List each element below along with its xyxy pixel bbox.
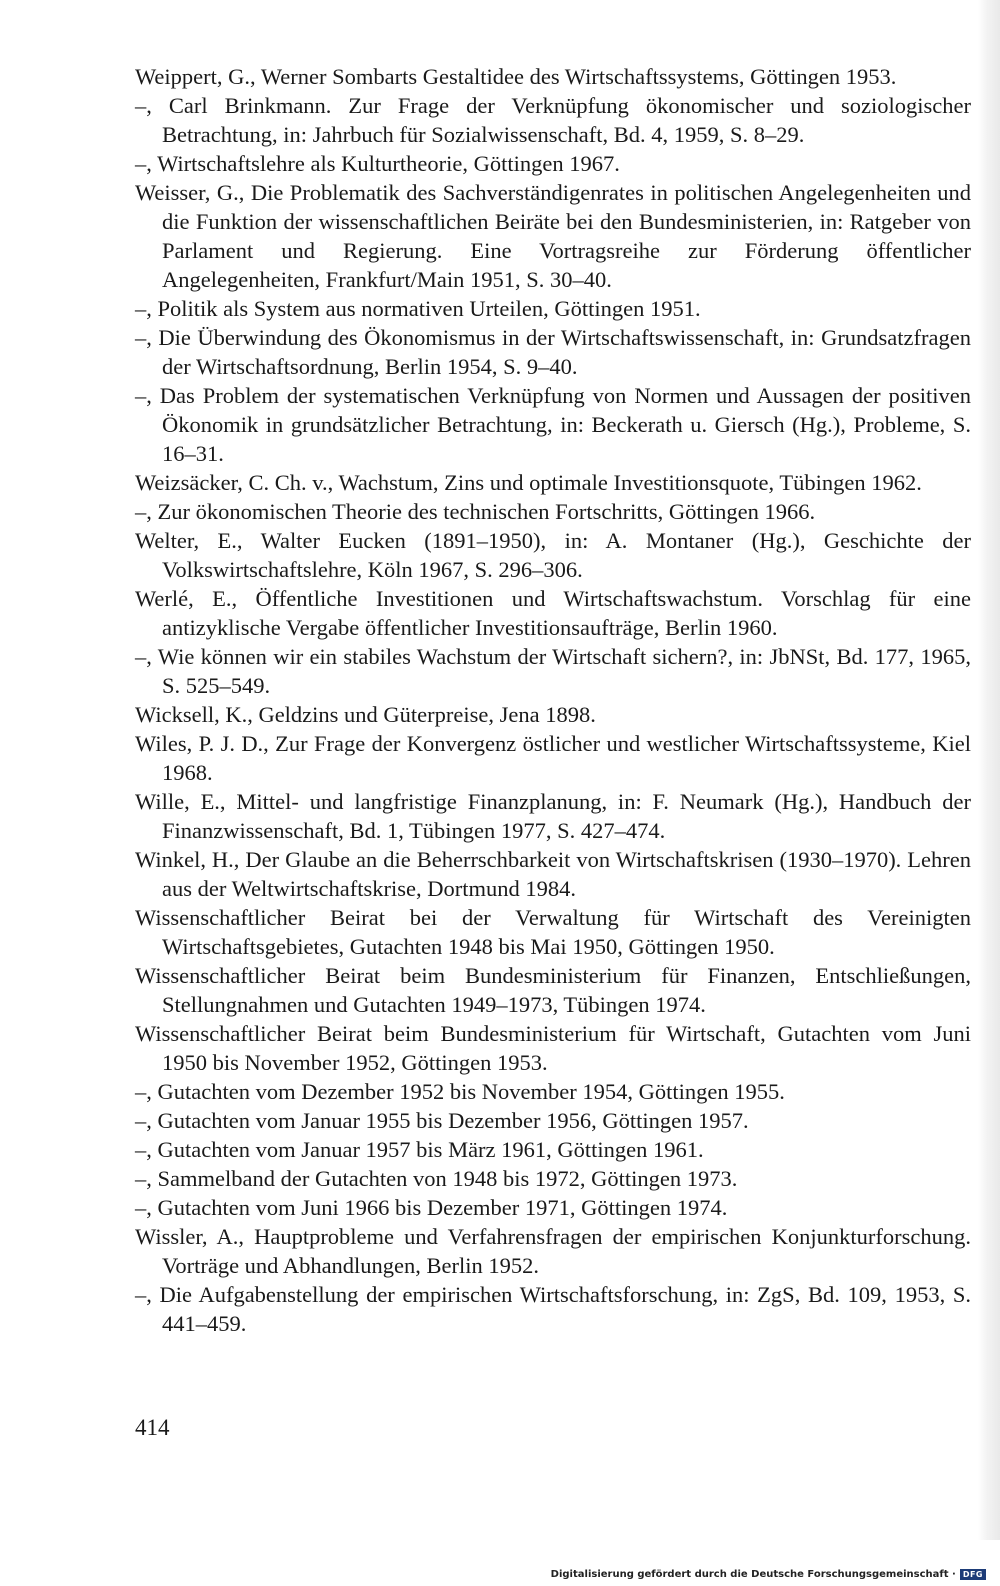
- bibliography-entry: Wille, E., Mittel- und langfristige Finanzplanung, in: F. Neumark (Hg.), Handbuch der Finanzwissenschaft, Bd. 1, Tübingen 1977, S. 427–474.: [135, 789, 971, 843]
- bibliography-entry: Weizsäcker, C. Ch. v., Wachstum, Zins und optimale Investitionsquote, Tübingen 1962.: [135, 470, 922, 495]
- bibliography-entry: Wiles, P. J. D., Zur Frage der Konvergenz östlicher und westlicher Wirtschaftssysteme, Kiel 1968.: [135, 731, 971, 785]
- bibliography-entry: Wicksell, K., Geldzins und Güterpreise, Jena 1898.: [135, 702, 596, 727]
- bibliography-entry: Wissenschaftlicher Beirat bei der Verwaltung für Wirtschaft des Vereinigten Wirtschaftsgebietes, Gutachten 1948 bis Mai 1950, Göttingen 1950.: [135, 905, 971, 959]
- adjacent-page-edge: [978, 0, 1000, 1540]
- bibliography-entry: –, Zur ökonomischen Theorie des technischen Fortschritts, Göttingen 1966.: [135, 499, 816, 524]
- footer-text: Digitalisierung gefördert durch die Deutsche Forschungsgemeinschaft ·: [550, 1569, 956, 1580]
- bibliography-entry: –, Politik als System aus normativen Urteilen, Göttingen 1951.: [135, 296, 701, 321]
- bibliography-entry: –, Carl Brinkmann. Zur Frage der Verknüpfung ökonomischer und soziologischer Betrachtung, in: Jahrbuch für Sozialwissenschaft, Bd. 4, 1959, S. 8–29.: [135, 93, 971, 147]
- bibliography-entry: –, Sammelband der Gutachten von 1948 bis 1972, Göttingen 1973.: [135, 1166, 738, 1191]
- bibliography-entry: Wissenschaftlicher Beirat beim Bundesministerium für Finanzen, Entschließungen, Stellungnahmen und Gutachten 1949–1973, Tübingen 1974.: [135, 963, 971, 1017]
- bibliography-entry: Wissenschaftlicher Beirat beim Bundesministerium für Wirtschaft, Gutachten vom Juni 1950 bis November 1952, Göttingen 1953.: [135, 1021, 971, 1075]
- bibliography-entry: –, Die Überwindung des Ökonomismus in der Wirtschaftswissenschaft, in: Grundsatzfragen der Wirtschaftsordnung, Berlin 1954, S. 9–40.: [135, 325, 971, 379]
- bibliography-entry: –, Gutachten vom Dezember 1952 bis November 1954, Göttingen 1955.: [135, 1079, 785, 1104]
- bibliography-entry: –, Das Problem der systematischen Verknüpfung von Normen und Aussagen der positiven Ökonomik in grundsätzlicher Betrachtung, in: Beckerath u. Giersch (Hg.), Probleme, S. 16–31.: [135, 383, 971, 466]
- page-number: 414: [135, 1415, 170, 1440]
- bibliography-entry: Weisser, G., Die Problematik des Sachverständigenrates in politischen Angelegenheiten und die Funktion der wissenschaftlichen Beiräte bei den Bundesministerien, in: Ratgeber von Parlament und Regierung. Eine Vortragsreihe zur Förderung öffentlicher Angelegenheiten, Frankfurt/Main 1951, S. 30–40.: [135, 180, 971, 292]
- bibliography-entry: Winkel, H., Der Glaube an die Beherrschbarkeit von Wirtschaftskrisen (1930–1970). Lehren aus der Weltwirtschaftskrise, Dortmund 1984.: [135, 847, 971, 901]
- bibliography-entry: –, Gutachten vom Januar 1957 bis März 1961, Göttingen 1961.: [135, 1137, 704, 1162]
- bibliography-entry: –, Gutachten vom Januar 1955 bis Dezember 1956, Göttingen 1957.: [135, 1108, 749, 1133]
- dfg-logo: DFG: [960, 1569, 986, 1580]
- bibliography-entry: –, Die Aufgabenstellung der empirischen Wirtschaftsforschung, in: ZgS, Bd. 109, 1953, S. 441–459.: [135, 1282, 971, 1336]
- bibliography-list: [135, 62, 971, 1338]
- bibliography-entry: Welter, E., Walter Eucken (1891–1950), in: A. Montaner (Hg.), Geschichte der Volkswirtschaftslehre, Köln 1967, S. 296–306.: [135, 528, 971, 582]
- bibliography-entry: –, Wirtschaftslehre als Kulturtheorie, Göttingen 1967.: [135, 151, 620, 176]
- bibliography-entry: Wissler, A., Hauptprobleme und Verfahrensfragen der empirischen Konjunkturforschung. Vorträge und Abhandlungen, Berlin 1952.: [135, 1224, 971, 1278]
- bibliography-entry: –, Wie können wir ein stabiles Wachstum der Wirtschaft sichern?, in: JbNSt, Bd. 177, 1965, S. 525–549.: [135, 644, 971, 698]
- bibliography-entry: Weippert, G., Werner Sombarts Gestaltidee des Wirtschaftssystems, Göttingen 1953.: [135, 64, 897, 89]
- bibliography-entry: Werlé, E., Öffentliche Investitionen und Wirtschaftswachstum. Vorschlag für eine antizyklische Vergabe öffentlicher Investitionsaufträge, Berlin 1960.: [135, 586, 971, 640]
- bibliography-entry: –, Gutachten vom Juni 1966 bis Dezember 1971, Göttingen 1974.: [135, 1195, 728, 1220]
- digitization-footer: [551, 1569, 986, 1580]
